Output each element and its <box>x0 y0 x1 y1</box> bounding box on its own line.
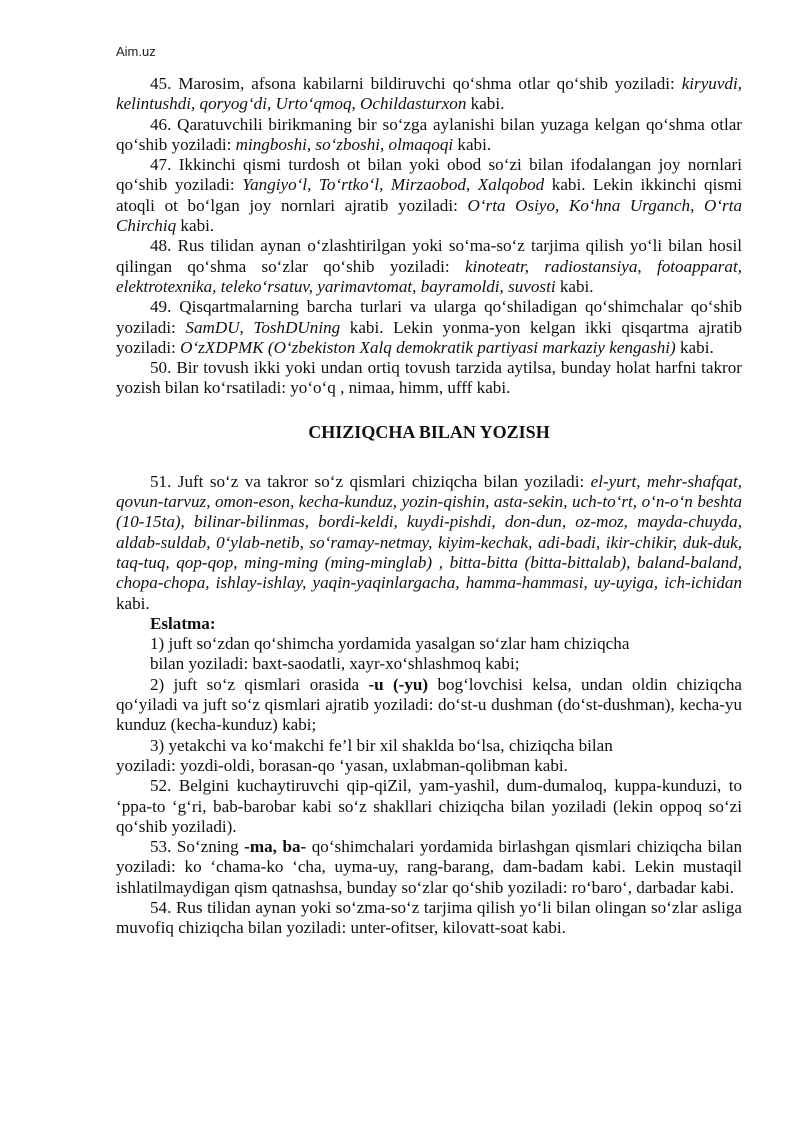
note-title <box>116 614 742 634</box>
note-3-line-2: yoziladi: yozdi-oldi, borasan-qo ‘yasan, uxlabman-qolibman kabi. <box>116 755 568 775</box>
note-1-line-1: 1) juft so‘zdan qo‘shimcha yordamida yasalgan so‘zlar ham chiziqcha <box>150 634 630 654</box>
paragraph-53 <box>116 837 742 898</box>
text-run: kabi. <box>466 94 505 114</box>
text-run: 51. Juft so‘z va takror so‘z qismlari chiziqcha bilan yoziladi: <box>150 471 591 491</box>
text-run: qo‘shimchalari yordamida birlashgan qismlari chiziqcha bilan yoziladi: ko ‘chama-ko ‘cha, uyma-uy, rang-barang, dam-badam kabi. Lekin mustaqil ishlatilmaydigan qism qatnashsa, bunday so‘zlar qo‘shib yoziladi: ro‘baro‘, darbadar kabi. <box>116 837 742 897</box>
text-run: kabi. <box>453 134 492 154</box>
paragraph-46 <box>116 115 742 156</box>
text-run: kabi. <box>176 216 215 236</box>
section-heading: CHIZIQCHA BILAN YOZISH <box>308 421 550 442</box>
text-run: 48. Rus tilidan aynan o‘zlashtirilgan yoki so‘ma-so‘z tarjima qilish yo‘li bilan hosil qilingan qo‘shma so‘zlar qo‘shib yoziladi: <box>116 236 742 276</box>
text-run: kabi. <box>116 593 150 613</box>
example-words: O‘zXDPMK (O‘zbekiston Xalq demokratik partiyasi markaziy kengashi) <box>180 337 676 357</box>
bold-suffix: -u (-yu) <box>368 674 429 694</box>
text-run: 45. Marosim, afsona kabilarni bildiruvchi qo‘shma otlar qo‘shib yoziladi: <box>150 74 682 93</box>
site-label: Aim.uz <box>116 44 156 59</box>
note-2 <box>116 675 742 736</box>
text-run: kabi. Lekin ikkinchi qismi atoqli ot bo‘lgan joy nornlari ajratib yoziladi: <box>116 175 743 215</box>
example-words: kinoteatr, radiostansiya, fotoapparat, elektrotexnika, teleko‘rsatuv, yarimavtomat, bayramoldi, suvosti <box>116 256 742 296</box>
example-words: SamDU, ToshDUning <box>185 317 341 337</box>
text-run: 53. So‘zning <box>150 837 245 857</box>
text-run: kabi. Lekin yonma-yon kelgan ikki qisqartma ajratib yoziladi: <box>116 317 742 357</box>
text-run: bog‘lovchisi kelsa, undan oldin chiziqcha qo‘yiladi va juft so‘z qismlari ajratib yoziladi: do‘st-u dushman (do‘st-dushman), kecha-yu kunduz (kecha-kunduz) kabi; <box>116 674 742 735</box>
paragraph-54: 54. Rus tilidan aynan yoki so‘zma-so‘z tarjima qilish yo‘li bilan olingan so‘zlar asliga muvofiq chiziqcha bilan yoziladi: unter-ofitser, kilovatt-soat kabi. <box>116 897 742 938</box>
example-words: Yangiyo‘l, To‘rtko‘l, Mirzaobod, Xalqobod <box>242 175 545 195</box>
example-words: mingboshi, so‘zboshi, olmaqoqi <box>235 134 454 154</box>
example-words: kiryuvdi, kelintushdi, qoryog‘di, Urto‘qmoq, Ochildasturxon <box>116 74 742 114</box>
paragraph-45 <box>116 74 742 115</box>
example-words: el-yurt, mehr-shafqat, qovun-tarvuz, omon-eson, kecha-kunduz, yozin-qishin, asta-sekin, uch-to‘rt, o‘n-o‘n beshta (10-15ta), bilinar-bilinmas, bordi-keldi, kuydi-pishdi, don-dun, oz-moz, mayda-chuyda, aldab-suldab, 0‘ylab-netib, so‘ramay-netmay, kiyim-kechak, adi-badi, ikir-chikir, duk-duk, taq-tuq, qop-qop, ming-ming (ming-minglab) , bitta-bitta (bitta-bittalab), baland-baland, chopa-chopa, ishlay-ishlay, yaqin-yaqinlargacha, hamma-hammasi, uy-uyiga, ich-ichidan <box>116 471 742 593</box>
paragraph-47 <box>116 155 742 236</box>
bold-suffix: -ma, ba- <box>244 837 307 857</box>
example-words: O‘rta Osiyo, Ko‘hna Urganch, O‘rta Chirchiq <box>116 195 742 236</box>
paragraph-50: 50. Bir tovush ikki yoki undan ortiq tovush tarzida aytilsa, bunday holat harfni takror yozish bilan ko‘rsatiladi: yo‘o‘q , nimaa, himm, ufff kabi. <box>116 358 742 398</box>
text-run: 49. Qisqartmalarning barcha turlari va ularga qo‘shiladigan qo‘shimchalar qo‘shib yoziladi: <box>116 297 742 337</box>
note-3-line-1: 3) yetakchi va ko‘makchi fe’l bir xil shaklda bo‘lsa, chiziqcha bilan <box>150 735 613 755</box>
text-run: kabi. <box>555 276 594 296</box>
document-body <box>116 74 742 939</box>
text-run: kabi. <box>675 337 714 357</box>
note-title-text: Eslatma: <box>150 613 216 633</box>
paragraph-51 <box>116 472 742 614</box>
text-run: 2) juft so‘z qismlari orasida <box>150 674 369 694</box>
paragraph-49 <box>116 297 742 358</box>
paragraph-48 <box>116 236 742 297</box>
text-run: 46. Qaratuvchili birikmaning bir so‘zga aylanishi bilan yuzaga kelgan qo‘shma otlar qo‘shib yoziladi: <box>116 114 742 154</box>
text-run: 47. Ikkinchi qismi turdosh ot bilan yoki obod so‘zi bilan ifodalangan joy nornlari qo‘shib yoziladi: <box>116 155 742 195</box>
paragraph-52: 52. Belgini kuchaytiruvchi qip-qiZil, yam-yashil, dum-dumaloq, kuppa-kunduzi, to ‘ppa-to ‘g‘ri, bab-barobar kabi so‘z shakllari chiziqcha bilan yoziladi (lekin oppoq so‘zi qo‘shib yoziladi). <box>116 776 742 836</box>
note-1-line-2: bilan yoziladi: baxt-saodatli, xayr-xo‘shlashmoq kabi; <box>150 654 520 674</box>
